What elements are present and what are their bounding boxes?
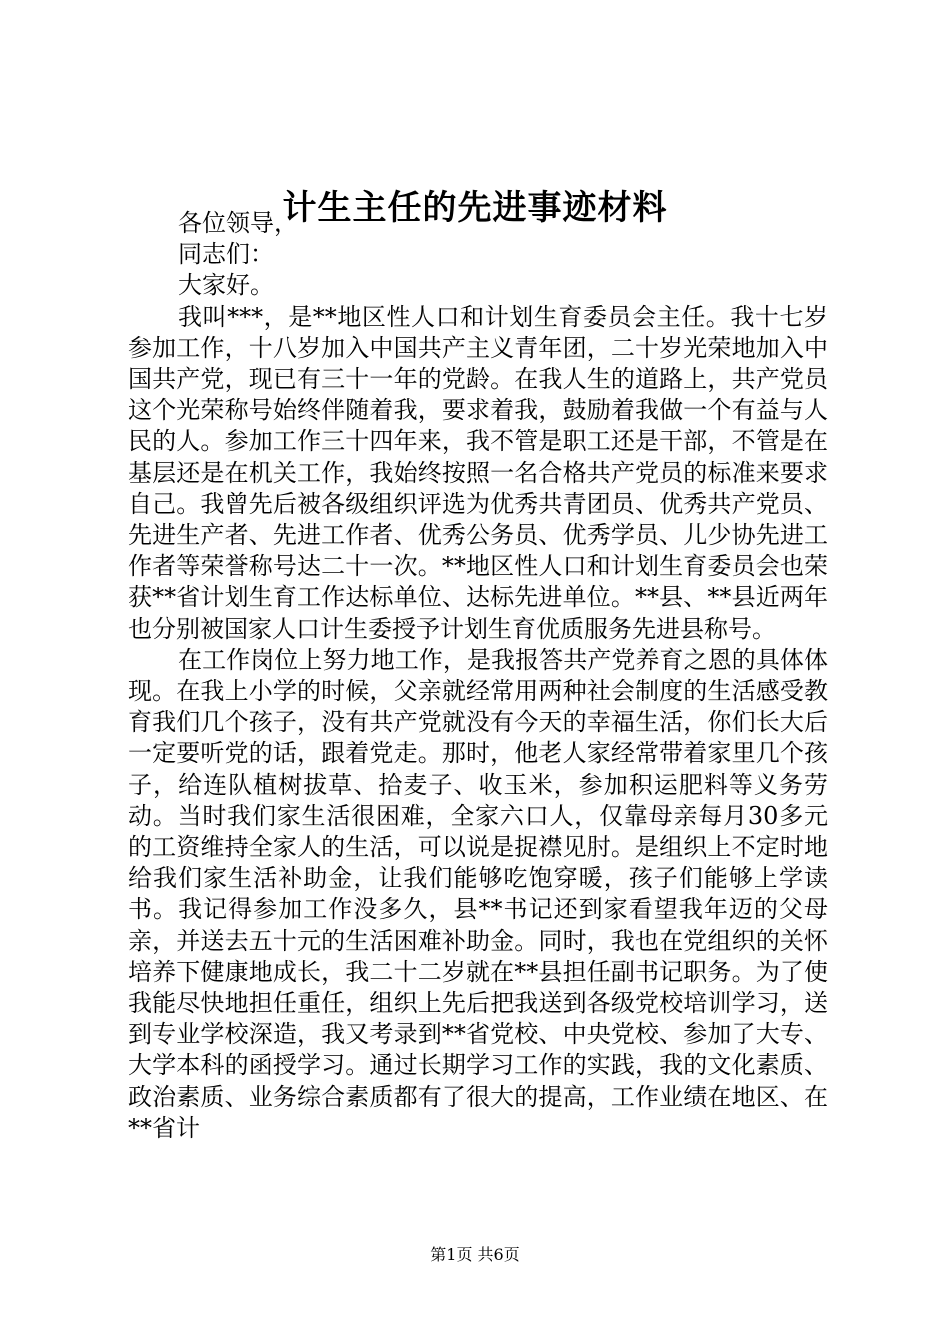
paragraph-gratitude: 在工作岗位上努力地工作，是我报答共产党养育之恩的具体体现。在我上小学的时候，父亲就经常用两种社会制度的生活感受教育我们几个孩子，没有共产党就没有今天的幸福生活，你们长大后一定要听党的话，跟着党走。那时，他老人家经常带着家里几个孩子，给连队植树拔草、拾麦子、收玉米，参加积运肥料等义务劳动。当时我们家生活很困难，全家六口人，仅靠母亲每月30多元的工资维持全家人的生活，可以说是捉襟见肘。是组织上不定时地给我们家生活补助金，让我们能够吃饱穿暖，孩子们能够上学读书。我记得参加工作没多久，县**书记还到家看望我年迈的父母亲，并送去五十元的生活困难补助金。同时，我也在党组织的关怀培养下健康地成长，我二十二岁就在**县担任副书记职务。为了使我能尽快地担任重任，组织上先后把我送到各级党校培训学习，送到专业学校深造，我又考录到**省党校、中央党校、参加了大专、大学本科的函授学习。通过长期学习工作的实践，我的文化素质、政治素质、业务综合素质都有了很大的提高，工作业绩在地区、在**省计 xyxy=(128,645,828,1142)
page-number-footer: 第1页 共6页 xyxy=(430,1245,520,1264)
document-body xyxy=(128,208,828,1144)
salutation-leaders: 各位领导， xyxy=(178,209,298,237)
salutation-comrades: 同志们： xyxy=(178,240,274,269)
paragraph-introduction: 我叫***，是**地区性人口和计划生育委员会主任。我十七岁参加工作，十八岁加入中国共产主义青年团，二十岁光荣地加入中国共产党，现已有三十一年的党龄。在我人生的道路上，共产党员这个光荣称号始终伴随着我，要求着我，鼓励着我做一个有益与人民的人。参加工作三十四年来，我不管是职工还是干部，不管是在基层还是在机关工作，我始终按照一名合格共产党员的标准来要求自己。我曾先后被各级组织评选为优秀共青团员、优秀共产党员、先进生产者、先进工作者、优秀公务员、优秀学员、儿少协先进工作者等荣誉称号达二十一次。**地区性人口和计划生育委员会也荣获**省计划生育工作达标单位、达标先进单位。**县、**县近两年也分别被国家人口计生委授予计划生育优质服务先进县称号。 xyxy=(128,302,828,643)
document-title: 计生主任的先进事迹材料 xyxy=(282,188,668,228)
salutation-greeting: 大家好。 xyxy=(178,271,274,300)
